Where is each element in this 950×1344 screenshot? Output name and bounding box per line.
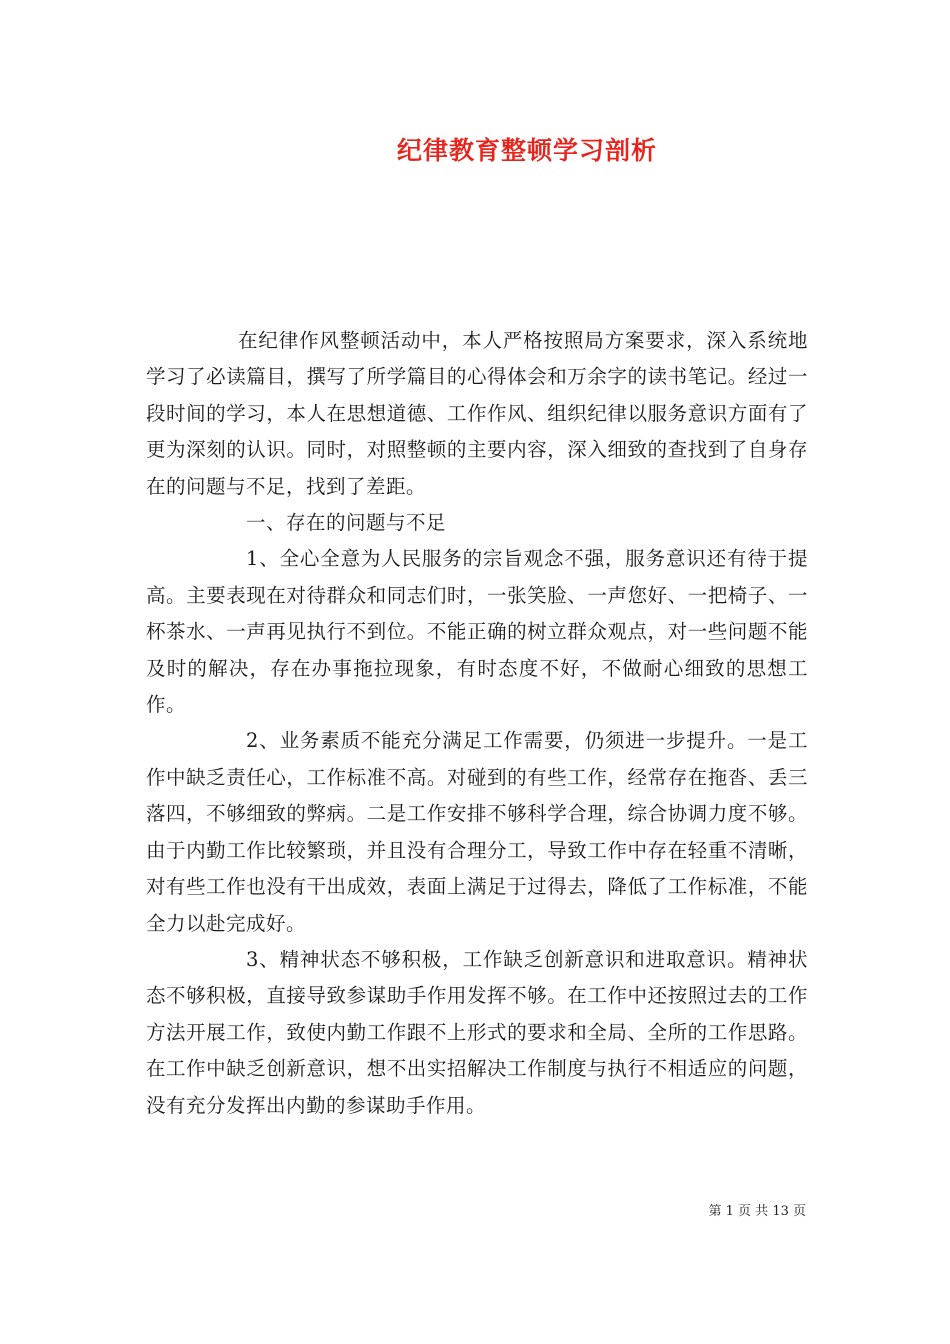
- document-body: [146, 323, 808, 1124]
- section-heading: 一、存在的问题与不足: [246, 511, 447, 535]
- page-number-footer: 第 1 页 共 13 页: [708, 1204, 806, 1219]
- issue-paragraph-3: 3、精神状态不够积极，工作缺乏创新意识和进取意识。精神状态不够积极，直接导致参谋助手作用发挥不够。在工作中还按照过去的工作方法开展工作，致使内勤工作跟不上形式的要求和全局、全所的工作思路。在工作中缺乏创新意识，想不出实招解决工作制度与执行不相适应的问题，没有充分发挥出内勤的参谋助手作用。: [146, 947, 808, 1117]
- document-title: 纪律教育整顿学习剖析: [396, 136, 657, 165]
- intro-paragraph: 在纪律作风整顿活动中，本人严格按照局方案要求，深入系统地学习了必读篇目，撰写了所学篇目的心得体会和万余字的读书笔记。经过一段时间的学习，本人在思想道德、工作作风、组织纪律以服务意识方面有了更为深刻的认识。同时，对照整顿的主要内容，深入细致的查找到了自身存在的问题与不足，找到了差距。: [146, 329, 808, 498]
- issue-paragraph-2: 2、业务素质不能充分满足工作需要，仍须进一步提升。一是工作中缺乏责任心，工作标准不高。对碰到的有些工作，经常存在拖沓、丢三落四，不够细致的弊病。二是工作安排不够科学合理，综合协调力度不够。由于内勤工作比较繁琐，并且没有合理分工，导致工作中存在轻重不清晰，对有些工作也没有干出成效，表面上满足于过得去，降低了工作标准，不能全力以赴完成好。: [146, 729, 808, 935]
- issue-paragraph-1: 1、全心全意为人民服务的宗旨观念不强，服务意识还有待于提高。主要表现在对待群众和同志们时，一张笑脸、一声您好、一把椅子、一杯茶水、一声再见执行不到位。不能正确的树立群众观点，对一些问题不能及时的解决，存在办事拖拉现象，有时态度不好，不做耐心细致的思想工作。: [146, 547, 808, 717]
